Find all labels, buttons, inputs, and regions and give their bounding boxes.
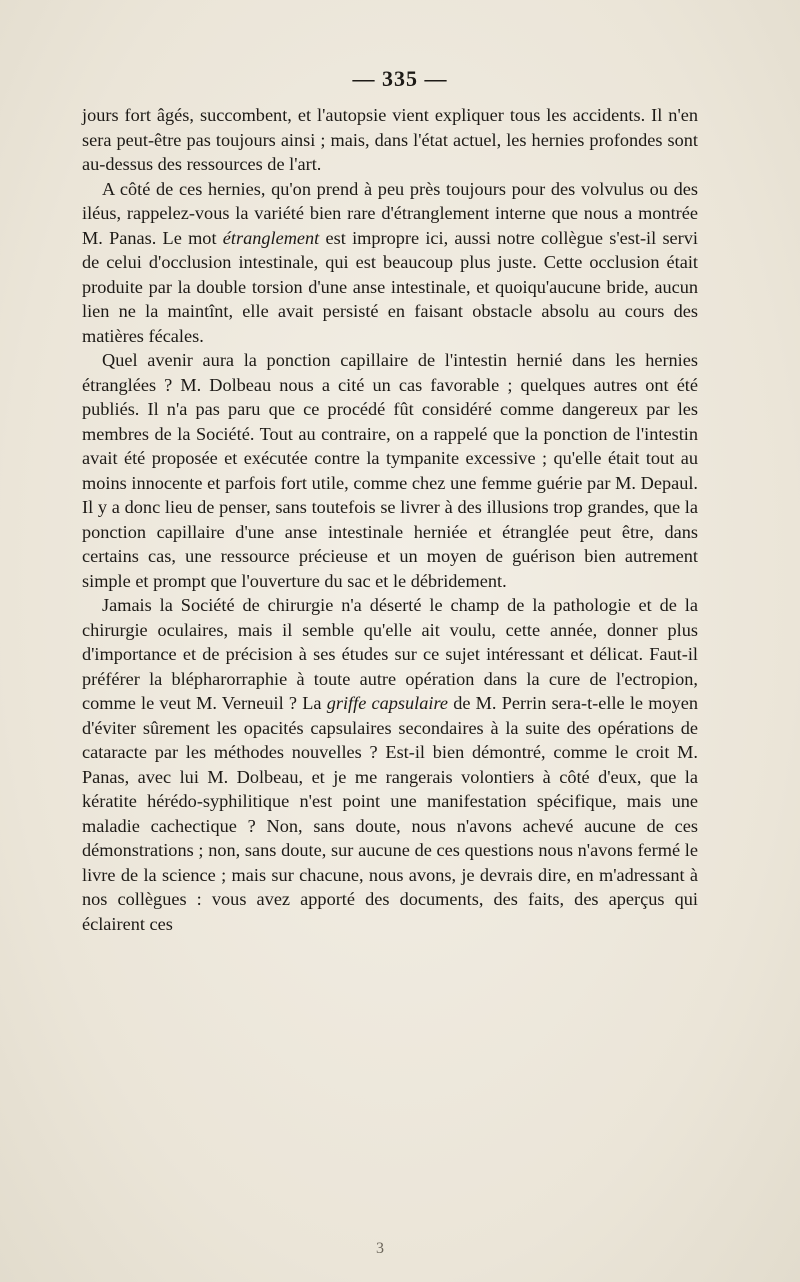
paragraph-chirurgie-oculaire (82, 593, 698, 936)
body-text (82, 103, 698, 936)
emphasis-griffe-capsulaire: griffe capsulaire (326, 693, 449, 713)
footer-mark: 3 (376, 1240, 384, 1257)
emphasis-etranglement: étranglement (222, 227, 320, 248)
paragraph-text-start: Jamais la Société de chirurgie n'a déserté le champ de la pathologie et de la chirurgie oculaires, mais il semble qu'elle ait voulu, cette année, donner plus d'importance et de précision à ses études sur ce sujet intéressant et délicat. Faut-il préférer la blépharorraphie à toute autre opération dans la cure de l'ectropion, comme le veut M. Verneuil ? La (82, 595, 698, 713)
paragraph-hernies-volvulus (82, 177, 698, 349)
page-number: — 335 — (352, 66, 448, 91)
paragraph-continuation: jours fort âgés, succombent, et l'autopsie vient expliquer tous les accidents. Il n'en sera peut-être pas toujours ainsi ; mais, dans l'état actuel, les hernies profondes sont au-dessus des ressources de l'art. (82, 105, 698, 174)
paragraph-text-end: de M. Perrin sera-t-elle le moyen d'éviter sûrement les opacités capsulaires secondaires à la suite des opérations de cataracte par les méthodes nouvelles ? Est-il bien démontré, comme le croit M. Panas, avec lui M. Dolbeau, et je me rangerais volontiers à côté d'eux, que la kératite hérédo-syphilitique n'est point une manifestation spécifique, mais une maladie cachectique ? Non, sans doute, nous n'avons achevé aucune de ces démonstrations ; non, sans doute, sur aucune de ces questions nous n'avons fermé le livre de la science ; mais sur chacune, nous avons, je devrais dire, en m'adressant à nos collègues : vous avez apporté des documents, des faits, des aperçus qui éclairent ces (82, 693, 698, 934)
paragraph-text-end: est impropre ici, aussi notre collègue s'est-il servi de celui d'occlusion intestinale, qui est beaucoup plus juste. Cette occlusion était produite par la double torsion d'une anse intestinale, et quoiqu'aucune bride, aucun lien ne la maintînt, elle avait persisté en faisant obstacle absolu au cours des matières fécales. (82, 227, 698, 346)
paragraph-text-start: A côté de ces hernies, qu'on prend à peu près toujours pour des volvulus ou des iléus, rappelez-vous la variété bien rare d'étranglement interne que nous a montrée M. Panas. Le mot (82, 178, 698, 248)
paragraph-ponction-capillaire: Quel avenir aura la ponction capillaire de l'intestin hernié dans les hernies étranglées ? M. Dolbeau nous a cité un cas favorable ; quelques autres ont été publiés. Il n'a pas paru que ce procédé fût considéré comme dangereux par les membres de la Société. Tout au contraire, on a rappelé que la ponction de l'intestin avait été proposée et exécutée contre la tympanite excessive ; qu'elle était tout au moins innocente et parfois fort utile, comme chez une femme guérie par M. Depaul. Il y a donc lieu de penser, sans toutefois se livrer à des illusions trop grandes, que la ponction capillaire d'une anse intestinale herniée et étranglée peut être, dans certains cas, une ressource précieuse et un moyen de guérison bien autrement simple et prompt que l'ouverture du sac et le débridement. (82, 350, 698, 591)
